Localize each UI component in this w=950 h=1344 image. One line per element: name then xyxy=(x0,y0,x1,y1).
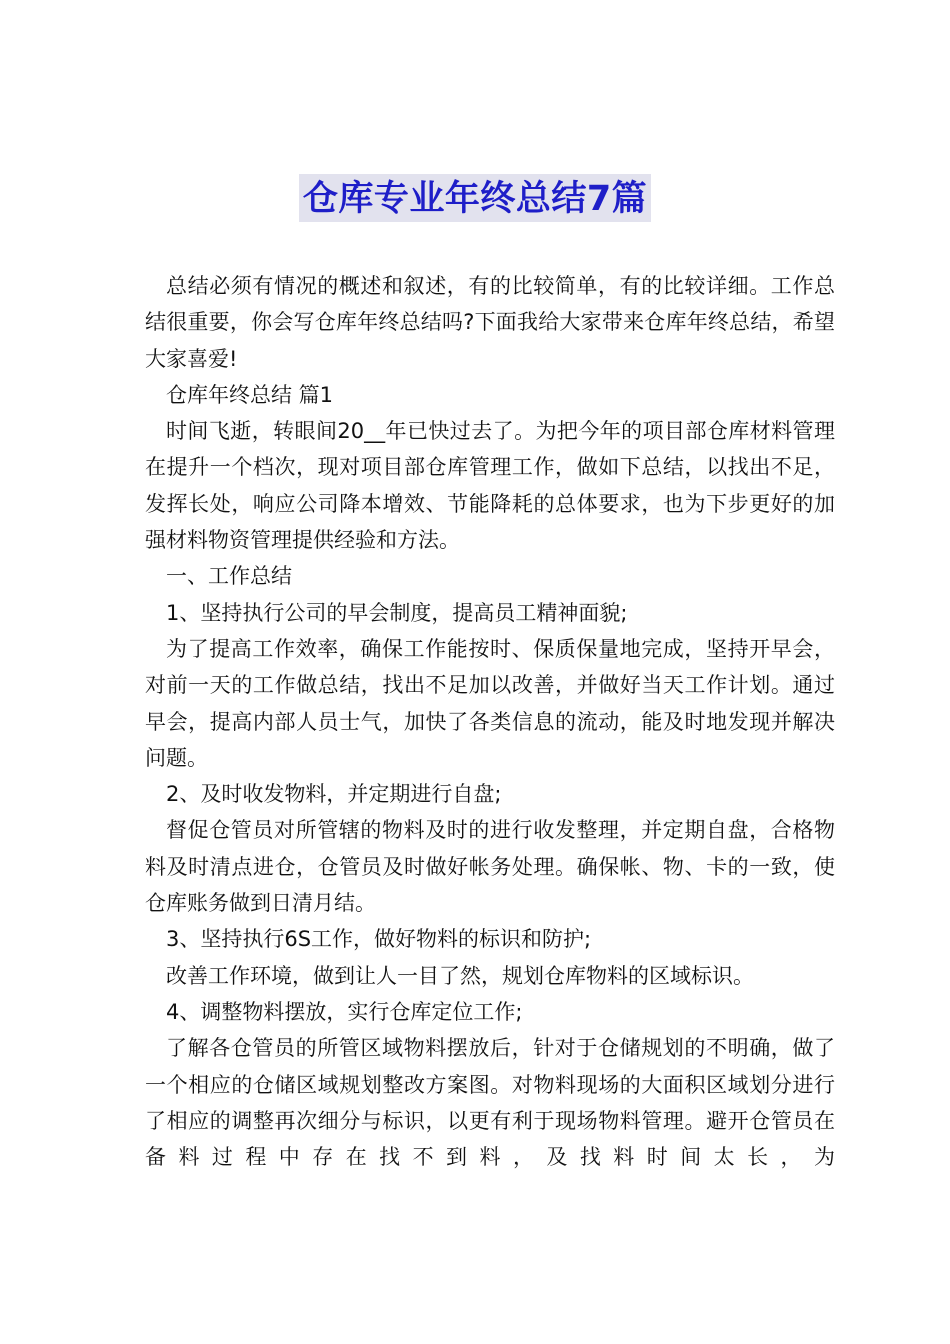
document-body xyxy=(145,268,835,1175)
body-paragraph: 时间飞逝，转眼间20__年已快过去了。为把今年的项目部仓库材料管理在提升一个档次，现对项目部仓库管理工作，做如下总结，以找出不足，发挥长处，响应公司降本增效、节能降耗的总体要求，也为下步更好的加强材料物资管理提供经验和方法。 xyxy=(145,419,835,553)
list-item-heading: 1、坚持执行公司的早会制度，提高员工精神面貌; xyxy=(166,600,628,625)
intro-paragraph: 总结必须有情况的概述和叙述，有的比较简单，有的比较详细。工作总结很重要，你会写仓库年终总结吗?下面我给大家带来仓库年终总结，希望大家喜爱! xyxy=(145,274,835,371)
section-heading: 仓库年终总结 篇1 xyxy=(166,382,334,407)
subsection-heading: 一、工作总结 xyxy=(166,564,292,589)
body-paragraph: 督促仓管员对所管辖的物料及时的进行收发整理，并定期自盘，合格物料及时清点进仓，仓管员及时做好帐务处理。确保帐、物、卡的一致，使仓库账务做到日清月结。 xyxy=(145,818,835,916)
body-paragraph: 为了提高工作效率，确保工作能按时、保质保量地完成，坚持开早会，对前一天的工作做总结，找出不足加以改善，并做好当天工作计划。通过早会，提高内部人员士气，加快了各类信息的流动，能及时地发现并解决问题。 xyxy=(145,636,835,770)
title-container xyxy=(0,174,950,222)
body-paragraph: 改善工作环境，做到让人一目了然，规划仓库物料的区域标识。 xyxy=(166,963,754,988)
list-item-heading: 2、及时收发物料，并定期进行自盘; xyxy=(166,782,502,807)
document-title: 仓库专业年终总结7篇 xyxy=(299,174,651,222)
list-item-heading: 4、调整物料摆放，实行仓库定位工作; xyxy=(166,999,523,1024)
list-item-heading: 3、坚持执行6S工作，做好物料的标识和防护; xyxy=(166,927,592,952)
body-paragraph: 了解各仓管员的所管区域物料摆放后，针对于仓储规划的不明确，做了一个相应的仓储区域规划整改方案图。对物料现场的大面积区域划分进行了相应的调整再次细分与标识，以更有利于现场物料管理。避开仓管员在备料过程中存在找不到料，及找料时间太长，为 xyxy=(145,1036,835,1170)
